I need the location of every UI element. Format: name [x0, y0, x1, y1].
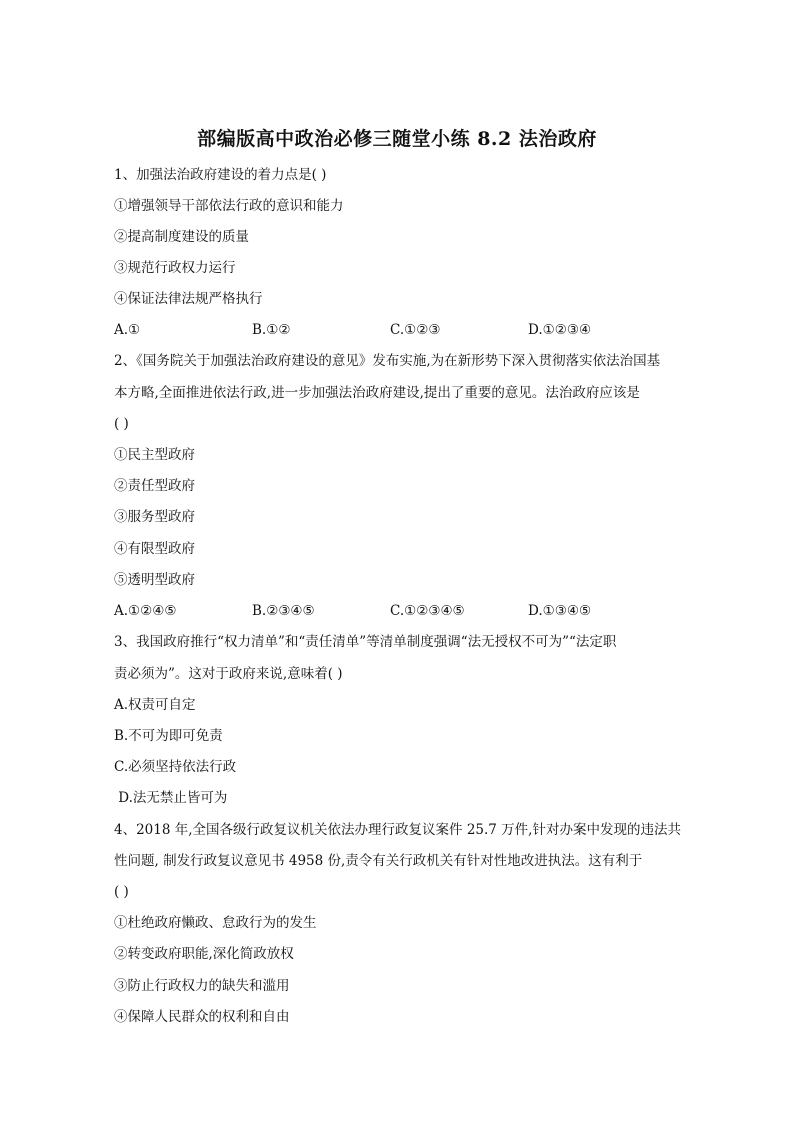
question-3-choice: A.权责可自定: [114, 697, 196, 713]
question-3-stem: 责必须为”。这对于政府来说,意味着( ): [114, 666, 343, 682]
question-1-item: ④保证法律法规严格执行: [114, 291, 263, 307]
question-1-item: ③规范行政权力运行: [114, 260, 236, 276]
question-1-options: [114, 321, 714, 339]
question-1-item: ①增强领导干部依法行政的意识和能力: [114, 198, 344, 214]
question-2-item: ②责任型政府: [114, 478, 195, 494]
question-1-stem: 1、加强法治政府建设的着力点是( ): [114, 167, 327, 183]
question-3-stem: 3、我国政府推行“权力清单”和“责任清单”等清单制度强调“法无授权不可为”“法定职: [114, 634, 617, 650]
option-a: A.①: [114, 322, 141, 338]
question-4-stem: 性问题, 制发行政复议意见书 4958 份,责令有关行政机关有针对性地改进执法。这有利于: [114, 853, 643, 869]
question-3-choice: D.法无禁止皆可为: [114, 790, 228, 806]
question-2-item: ③服务型政府: [114, 509, 195, 525]
question-4-item: ④保障人民群众的权利和自由: [114, 1009, 290, 1025]
option-b: B.②③④⑤: [252, 603, 315, 619]
question-4-item: ③防止行政权力的缺失和滥用: [114, 978, 290, 994]
question-1-item: ②提高制度建设的质量: [114, 229, 249, 245]
option-b: B.①②: [252, 322, 291, 338]
question-2-options: [114, 602, 714, 620]
question-4-stem: 4、2018 年,全国各级行政复议机关依法办理行政复议案件 25.7 万件,针对办案中发现的违法共: [114, 822, 681, 838]
option-d: D.①③④⑤: [528, 603, 592, 619]
question-3-choice: C.必须坚持依法行政: [114, 759, 237, 775]
option-d: D.①②③④: [528, 322, 592, 338]
question-2-stem: ( ): [114, 416, 129, 432]
option-a: A.①②④⑤: [114, 603, 177, 619]
option-c: C.①②③: [390, 322, 441, 338]
question-3-choice: B.不可为即可免责: [114, 728, 223, 744]
question-2-stem: 2、《国务院关于加强法治政府建设的意见》发布实施,为在新形势下深入贯彻落实依法治国基: [114, 353, 661, 369]
question-2-stem: 本方略,全面推进依法行政,进一步加强法治政府建设,提出了重要的意见。法治政府应该是: [114, 385, 640, 401]
question-2-item: ①民主型政府: [114, 447, 195, 463]
question-4-stem: ( ): [114, 884, 129, 900]
option-c: C.①②③④⑤: [390, 603, 465, 619]
question-2-item: ④有限型政府: [114, 541, 195, 557]
page-title: 部编版高中政治必修三随堂小练 8.2 法治政府: [197, 128, 597, 150]
question-4-item: ②转变政府职能,深化简政放权: [114, 946, 294, 962]
question-4-item: ①杜绝政府懒政、怠政行为的发生: [114, 915, 317, 931]
question-2-item: ⑤透明型政府: [114, 572, 195, 588]
